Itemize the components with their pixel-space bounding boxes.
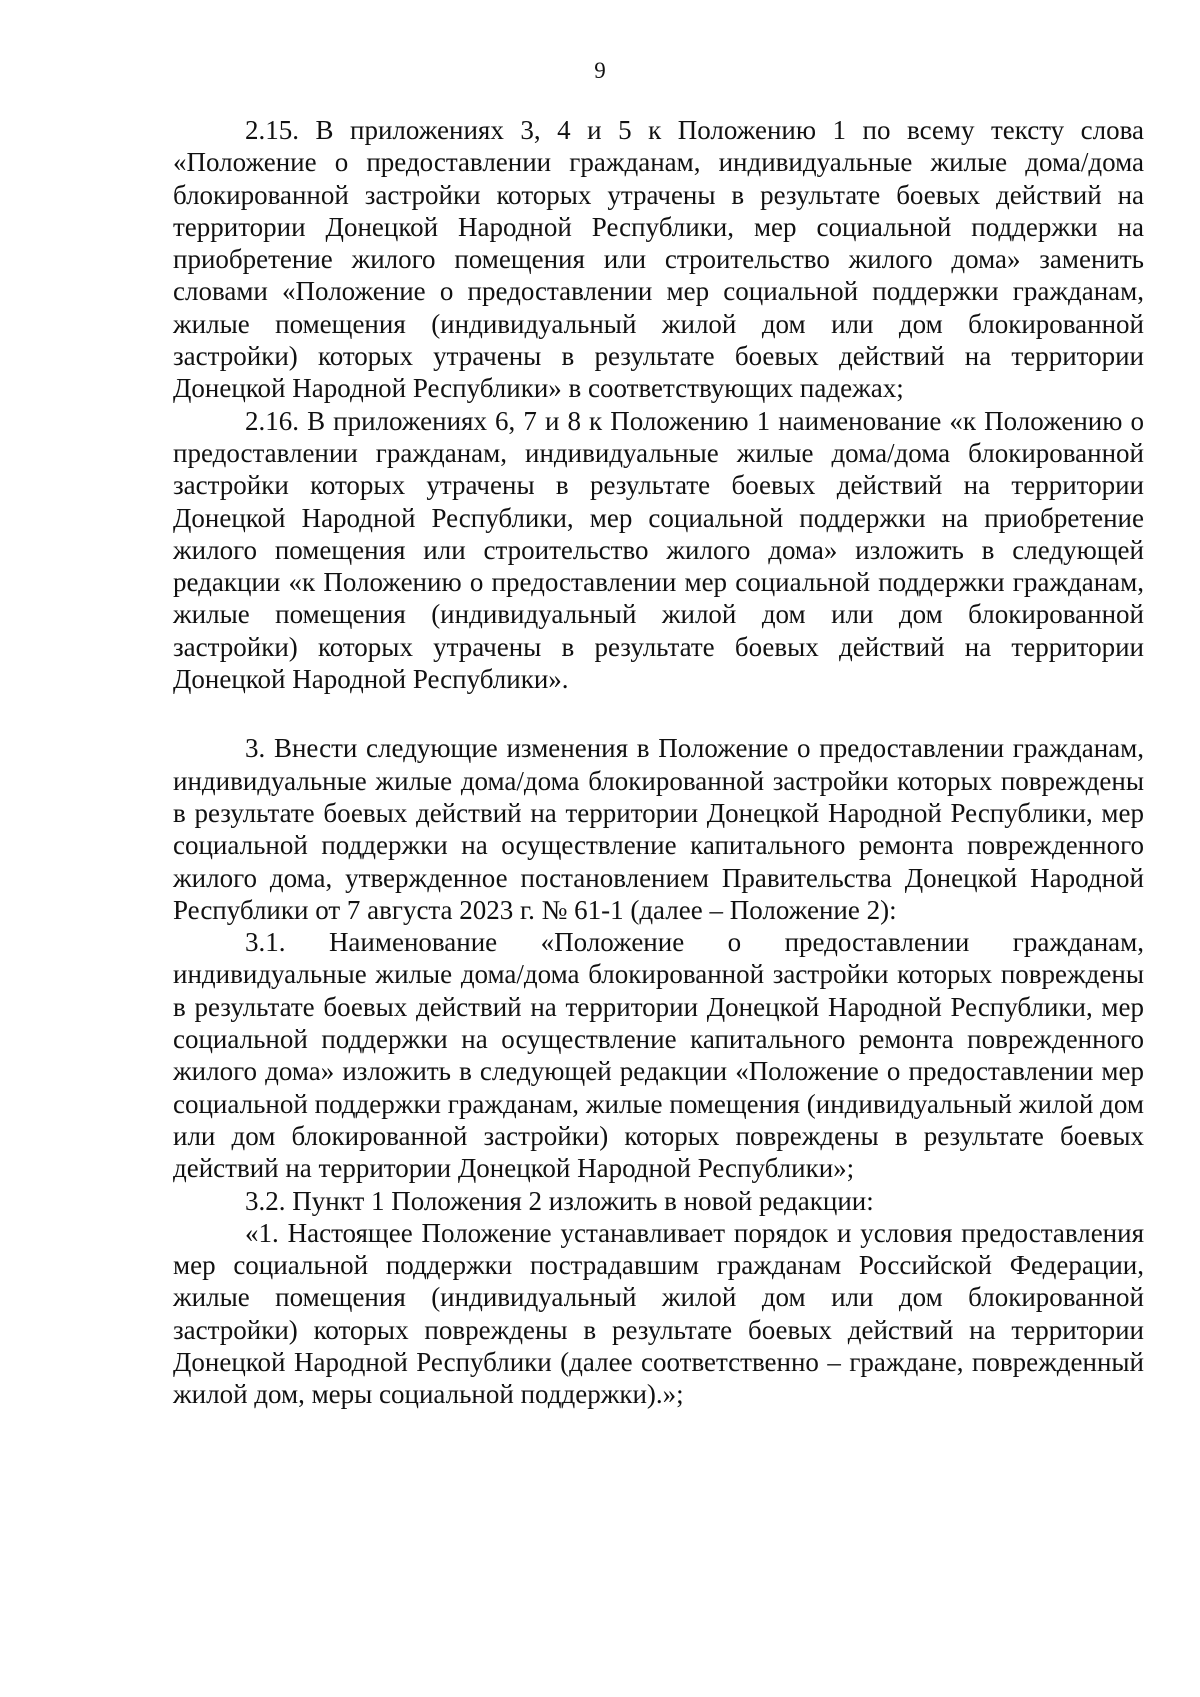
paragraph-3-2: 3.2. Пункт 1 Положения 2 изложить в новой редакции: <box>245 1185 874 1216</box>
paragraph-3: 3. Внести следующие изменения в Положение о предоставлении гражданам, индивидуальные жилые дома/дома блокированной застройки которых повреждены в результате боевых действий на территории Донецкой Народной Республики, мер социальной поддержки на осуществление капитального ремонта поврежденного жилого дома, утвержденное постановлением Правительства Донецкой Народной Республики от 7 августа 2023 г. № 61-1 (далее – Положение 2): <box>173 733 1144 925</box>
paragraph-spacer <box>173 695 1144 732</box>
paragraph-quoted-point-1: «1. Настоящее Положение устанавливает порядок и условия предоставления мер социальной поддержки пострадавшим гражданам Российской Федерации, жилые помещения (индивидуальный жилой дом или дом блокированной застройки) которых повреждены в результате боевых действий на территории Донецкой Народной Республики (далее соответственно – граждане, поврежденный жилой дом, меры социальной поддержки).»; <box>173 1217 1144 1410</box>
document-body <box>173 114 1144 1411</box>
paragraph-3-1: 3.1. Наименование «Положение о предоставлении гражданам, индивидуальные жилые дома/дома блокированной застройки которых повреждены в результате боевых действий на территории Донецкой Народной Республики, мер социальной поддержки на осуществление капитального ремонта поврежденного жилого дома» изложить в следующей редакции «Положение о предоставлении мер социальной поддержки гражданам, жилые помещения (индивидуальный жилой дом или дом блокированной застройки) которых повреждены в результате боевых действий на территории Донецкой Народной Республики»; <box>173 927 1144 1184</box>
paragraph-2-16: 2.16. В приложениях 6, 7 и 8 к Положению 1 наименование «к Положению о предоставлении гражданам, индивидуальные жилые дома/дома блокированной застройки которых утрачены в результате боевых действий на территории Донецкой Народной Республики, мер социальной поддержки на приобретение жилого помещения или строительство жилого дома» изложить в следующей редакции «к Положению о предоставлении мер социальной поддержки гражданам, жилые помещения (индивидуальный жилой дом или дом блокированной застройки) которых утрачены в результате боевых действий на территории Донецкой Народной Республики». <box>173 405 1144 695</box>
page-number: 9 <box>594 58 606 83</box>
paragraph-2-15: 2.15. В приложениях 3, 4 и 5 к Положению 1 по всему тексту слова «Положение о предоставлении гражданам, индивидуальные жилые дома/дома блокированной застройки которых утрачены в результате боевых действий на территории Донецкой Народной Республики, мер социальной поддержки на приобретение жилого помещения или строительство жилого дома» заменить словами «Положение о предоставлении мер социальной поддержки гражданам, жилые помещения (индивидуальный жилой дом или дом блокированной застройки) которых утрачены в результате боевых действий на территории Донецкой Народной Республики» в соответствующих падежах; <box>173 115 1144 404</box>
